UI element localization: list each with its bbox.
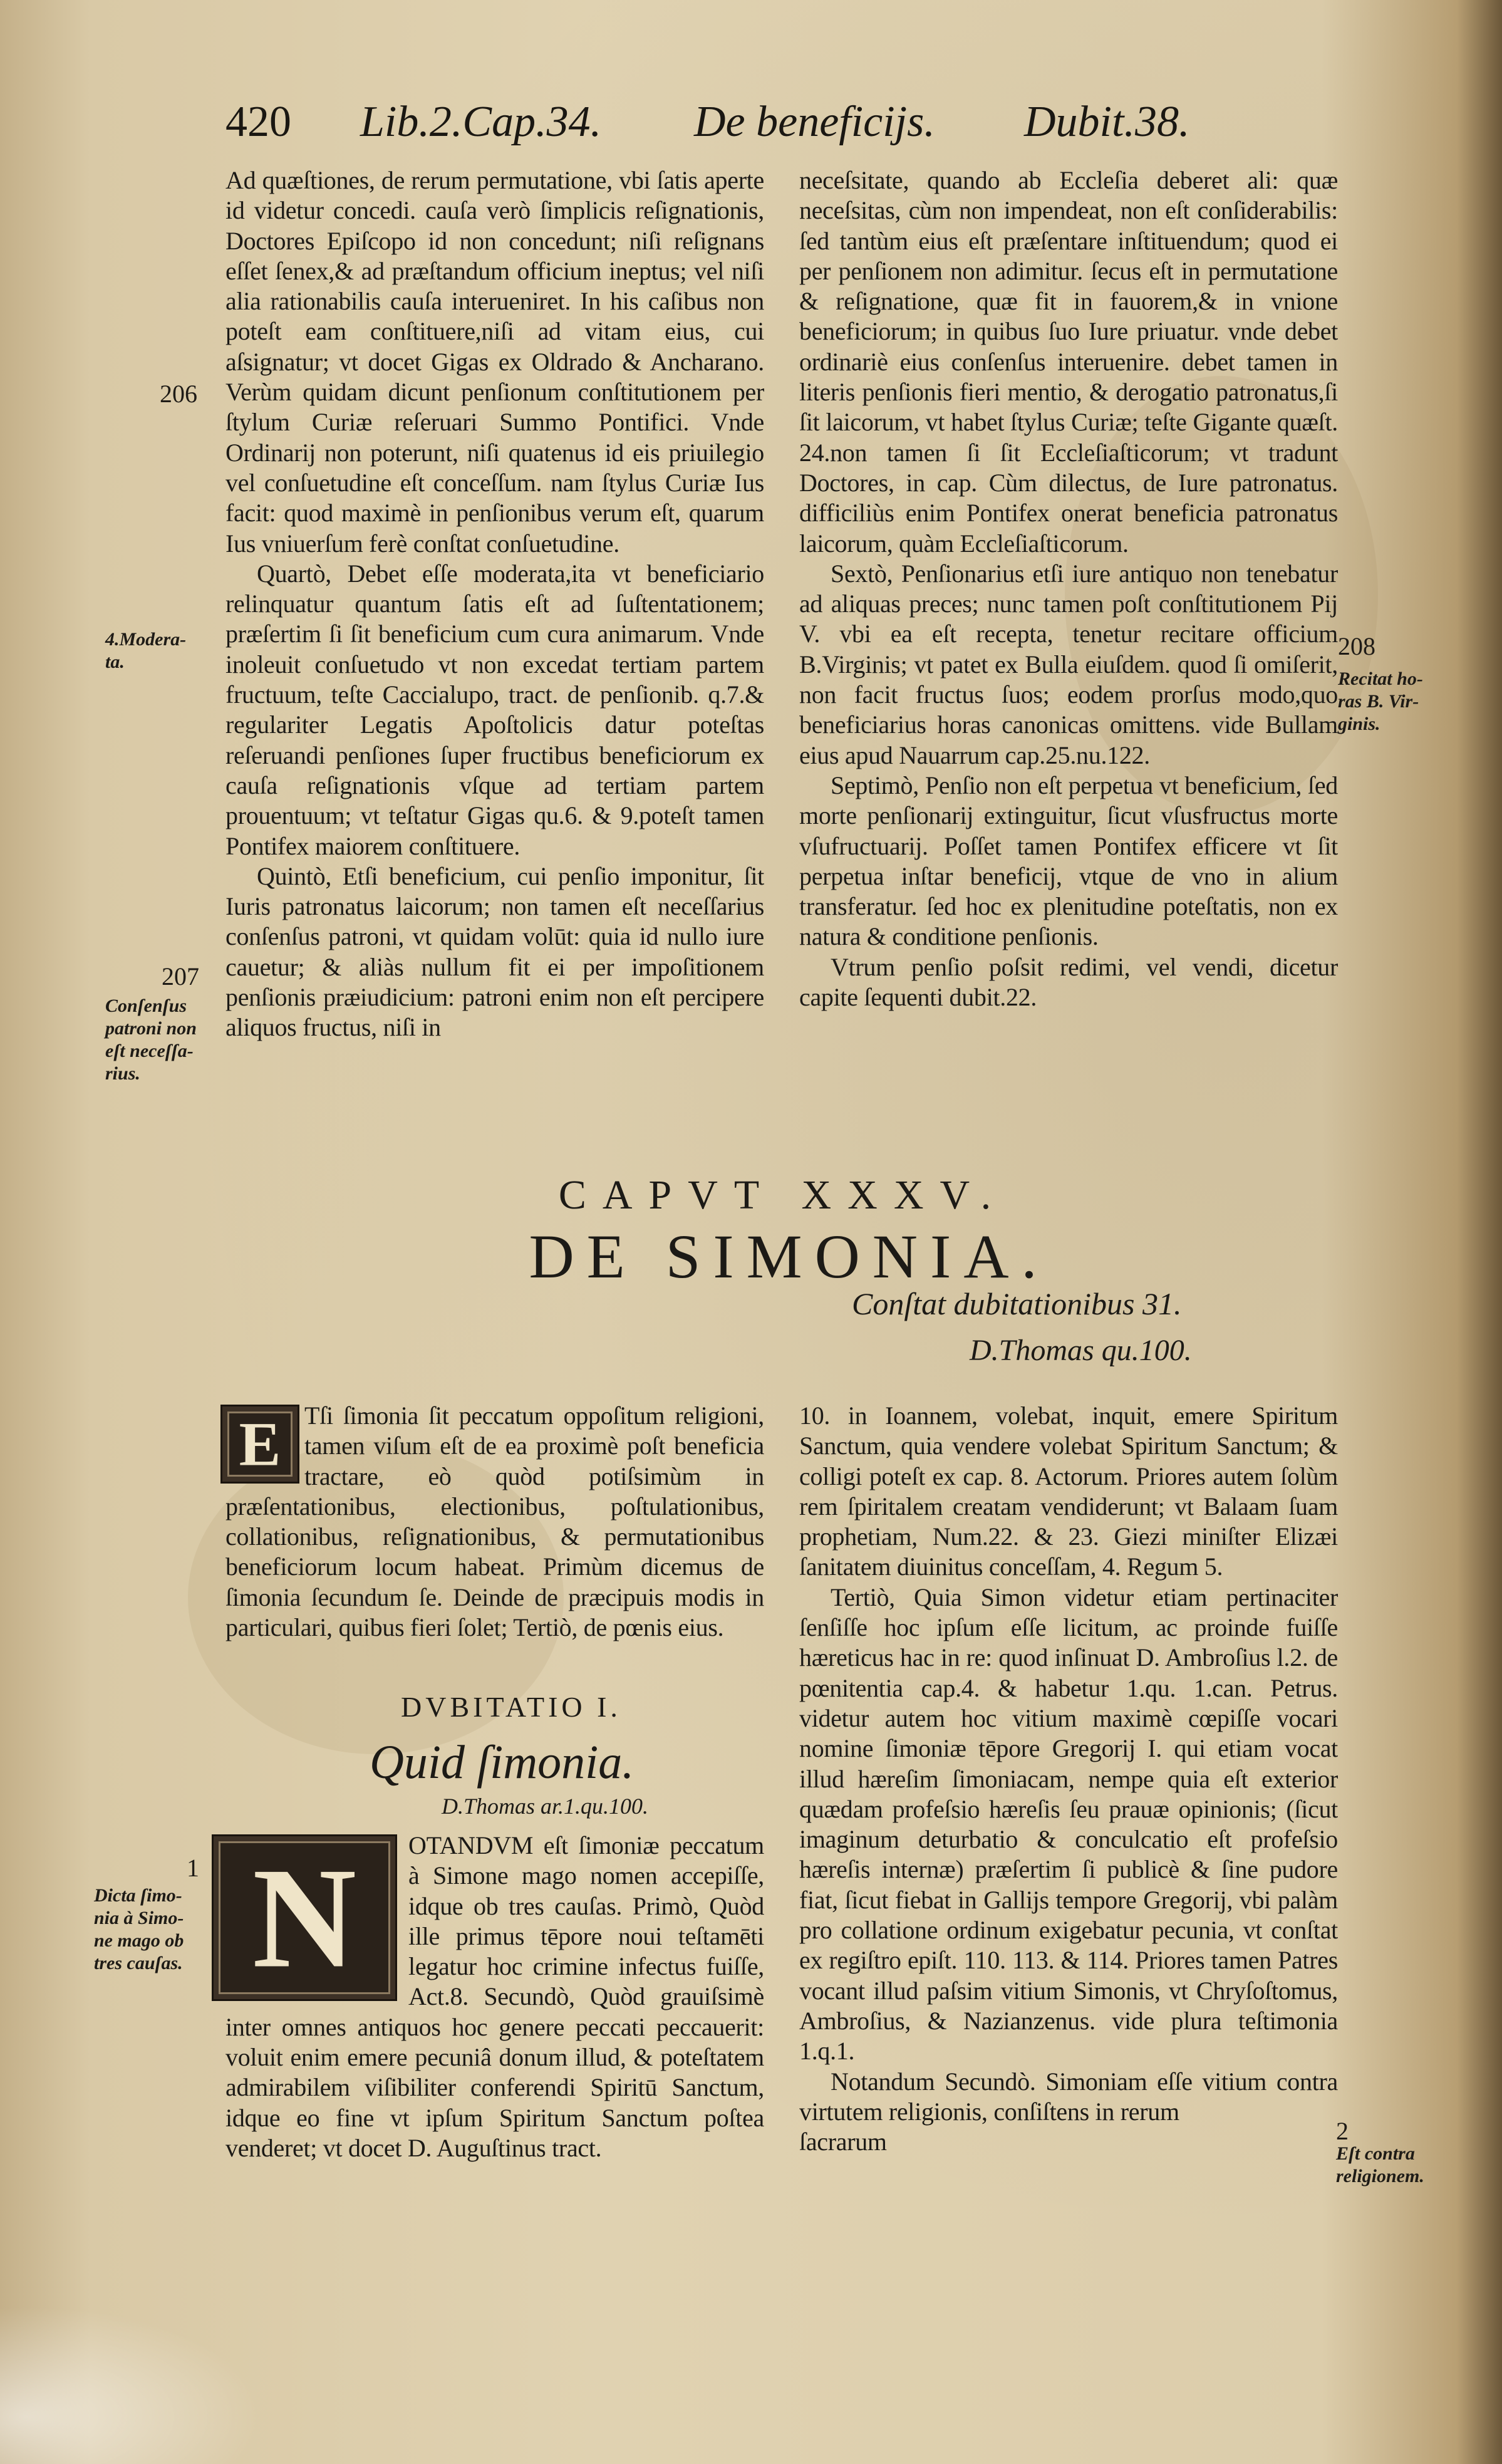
margin-note-dicta: Dicta ſimo- nia à Simo- ne mago ob tres cauſas. <box>94 1885 184 1973</box>
chapter-number: CAPVT XXXV. <box>558 1172 1008 1218</box>
paragraph: Vtrum penſio poſsit redimi, vel vendi, dicetur capite ſequenti dubit.22. <box>799 952 1338 1012</box>
chapter-title: DE SIMONIA. <box>529 1222 1050 1291</box>
margin-number: 208 <box>1338 632 1375 660</box>
paragraph: 10. in Ioannem, volebat, inquit, emere Spiritum Sanctum, quia vendere volebat Spiritum Sanctum; & colligi poteſt ex cap. 8. Actorum. Priores autem ſolùm rem ſpiritalem creatam vendiderunt; vt Balaam ſuam prophetiam, Num.22. & 23. Giezi miniſter Elizæi ſanitatem diuinitus conceſſam, 4. Regum 5. <box>799 1401 1338 1581</box>
right-column-top <box>799 165 1338 1012</box>
dubitatio-reference: D.Thomas ar.1.qu.100. <box>442 1794 649 1819</box>
margin-note-moderata: 4.Modera- ta. <box>105 629 187 672</box>
margin-number: 206 <box>160 380 197 408</box>
header-subject: De beneficijs. <box>694 98 935 146</box>
intro-text: Tſi ſimonia ſit peccatum oppoſitum religioni, tamen viſum eſt de ea proximè poſt beneficia tractare, eò quòd potiſsimùm in præſentationibus, electionibus, poſtulationibus, collationibus, reſignationibus, & permutationibus beneficiorum locum habeat. Primùm dicemus de ſimonia ſecundum ſe. Deinde de præcipuis modis in particulari, quibus fieri ſolet; Tertiò, de pœnis eius. <box>225 1401 764 1642</box>
margin-number: 1 <box>187 1854 199 1882</box>
paragraph: Notandum Secundò. Simoniam eſſe vitium contra virtutem religionis, conſiſtens in rerum <box>799 2067 1338 2126</box>
drop-cap-initial: N <box>212 1834 397 2001</box>
dubitatio-paragraph <box>225 1831 764 2163</box>
paragraph: Sextò, Penſionarius etſi iure antiquo non tenebatur ad aliquas preces; nunc tamen poſt conſtitutionem Pij V. vbi ea eſt recepta, tenetur recitare officium B.Virginis; vt patet ex Bulla eiuſdem. quod ſi omiſerit, non facit fructus ſuos; eodem prorſus modo,quo beneficiarius horas canonicas omittens. vide Bullam eius apud Nauarrum cap.25.nu.122. <box>799 559 1338 769</box>
header-book-chapter: Lib.2.Cap.34. <box>360 98 602 146</box>
margin-number: 207 <box>162 962 199 990</box>
chapter-reference: D.Thomas qu.100. <box>970 1334 1192 1367</box>
chapter-subtitle: Conſtat dubitationibus 31. <box>852 1286 1182 1321</box>
margin-number: 2 <box>1336 2117 1349 2145</box>
header-dubitatio: Dubit.38. <box>1024 98 1190 146</box>
left-column-top <box>225 165 764 1043</box>
right-column-bottom <box>799 1401 1338 2157</box>
paragraph: Septimò, Penſio non eſt perpetua vt beneficium, ſed morte penſionarij extinguitur, ſicut vſusfructus morte vſufructuarij. Poſſet tamen Pontifex efficere vt ſit perpetua inſtar beneficij, vtque de vno in alium transferatur. ſed hoc ex plenitudine poteſtatis, non ex natura & conditione penſionis. <box>799 771 1338 951</box>
margin-note-recitat: Recitat ho- ras B. Vir- ginis. <box>1338 668 1423 734</box>
page-smudge <box>0 2305 263 2464</box>
margin-note-consensus: Conſenſus patroni non eſt neceſſa- rius. <box>105 995 197 1084</box>
paragraph: neceſsitate, quando ab Eccleſia deberet ali: quæ neceſsitas, cùm non impendeat, non eſt conſiderabilis: ſed tantùm eius eſt præſentare inſtituendum; quod ei per penſionem non adimitur. ſecus eſt in permutatione & reſignatione, quæ fit in fauorem,& in vnione beneficiorum; in quibus ſuo Iure priuatur. vnde debet ordinariè eius conſenſus interuenire. debet tamen in literis penſionis fieri mentio, & derogatio patronatus,ſi ſit laicorum, vt habet ſtylus Curiæ; teſte Gigante quæſt. 24.non tamen ſi ſit Eccleſiaſticorum; vt tradunt Doctores, in cap. Cùm dilectus, de Iure patronatus. difficiliùs enim Pontifex onerat beneficia patronatus laicorum, quàm Eccleſiaſticorum. <box>799 166 1338 558</box>
catchword: ſacrarum <box>799 2128 887 2156</box>
paragraph: Quintò, Etſi beneficium, cui penſio imponitur, ſit Iuris patronatus laicorum; non tamen eſt neceſſarius conſenſus patroni, vt quidam volūt: quia id nullo iure cauetur; & aliàs nullum fit ei per impoſitionem penſionis præiudicium: patroni enim non eſt percipere aliquos fructus, niſi in <box>225 861 764 1042</box>
dubitatio-question: Quid ſimonia. <box>370 1736 634 1789</box>
dubitatio-heading: DVBITATIO I. <box>401 1691 621 1723</box>
paragraph: Quartò, Debet eſſe moderata,ita vt beneficiario relinquatur quantum ſatis eſt ad ſuſtentationem; præſertim ſi ſit beneficium cum cura animarum. Vnde inoleuit conſuetudo vt non excedat tertiam partem fructuum, teſte Caccialupo, tract. de penſionib. q.7.& regulariter Legatis Apoſtolicis datur poteſtas reſeruandi penſiones ſuper fructibus beneficiorum ex cauſa reſignationis vſque ad tertiam partem prouentuum; vt teſtatur Gigas qu.6. & 9.poteſt tamen Pontifex maiorem conſtituere. <box>225 559 764 860</box>
drop-cap-initial: E <box>220 1405 299 1484</box>
page-number: 420 <box>225 98 291 146</box>
intro-paragraph <box>225 1401 764 1643</box>
running-header <box>225 97 1353 153</box>
paragraph: Tertiò, Quia Simon videtur etiam pertinaciter ſenſiſſe hoc ipſum eſſe licitum, ac proinde fuiſſe hæreticus hac in re: quod inſinuat D. Ambroſius l.2. de pœnitentia cap.4. & habetur 1.qu. 1.can. Petrus. videtur autem hoc vitium maximè cœpiſſe vocari nomine ſimoniæ tēpore Gregorij I. qui etiam vocat illud hæreſim ſimoniacam, nempe quia eſt exterior quædam profeſsio hæreſis ſeu prauæ opinionis; (ſicut imaginum deturbatio & conculcatio eſt profeſsio hæreſis internæ) præſertim ſi publicè & ſine pudore fiat, ſicut fiebat in Gallijs tempore Gregorij, vbi palàm pro collatione ordinum exigebatur pecunia, vt conſtat ex regiſtro epiſt. 110. 113. & 114. Priores tamen Patres vocant illud paſsim vitium Simonis, vt Chryſoſtomus, Ambroſius, & Nazianzenus. vide plura teſtimonia 1.q.1. <box>799 1583 1338 2066</box>
paragraph: Ad quæſtiones, de rerum permutatione, vbi ſatis aperte id videtur concedi. cauſa verò ſimplicis reſignationis, Doctores Epiſcopo id non concedunt; niſi reſignans eſſet ſenex,& ad præſtandum officium ineptus; vel niſi alia rationabilis cauſa interueniret. In his caſibus non poteſt eam conſtituere,niſi ad vitam eius, cui aſsignatur; vt docet Gigas ex Oldrado & Ancharano. Verùm quidam dicunt penſionum conſtitutionem per ſtylum Curiæ reſeruari Summo Pontifici. Vnde Ordinarij non poterunt, niſi quatenus id eis priuilegio vel conſuetudine eſt conceſſum. nam ſtylus Curiæ Ius facit: quod maximè in penſionibus verum eſt, quarum Ius vniuerſum ferè conſtat conſuetudine. <box>225 166 764 558</box>
dubitatio-text: OTANDVM eſt ſimoniæ peccatum à Simone mago nomen accepiſſe, idque ob tres cauſas. Primò, Quòd ille primus tēpore noui teſtamēti legatur hoc crimine infectus fuiſſe, Act.8. Secundò, Quòd grauiſsimè inter omnes antiquos hoc genere peccati peccauerit: voluit enim emere pecuniâ donum illud, & poteſtatem admirabilem viſibiliter conferendi Spiritū Sanctum, idque eo fine vt ipſum Spiritum Sanctum poſtea venderet; vt docet D. Auguſtinus tract. <box>225 1831 764 2162</box>
margin-note-religio: Eſt contra religionem. <box>1336 2143 1424 2186</box>
